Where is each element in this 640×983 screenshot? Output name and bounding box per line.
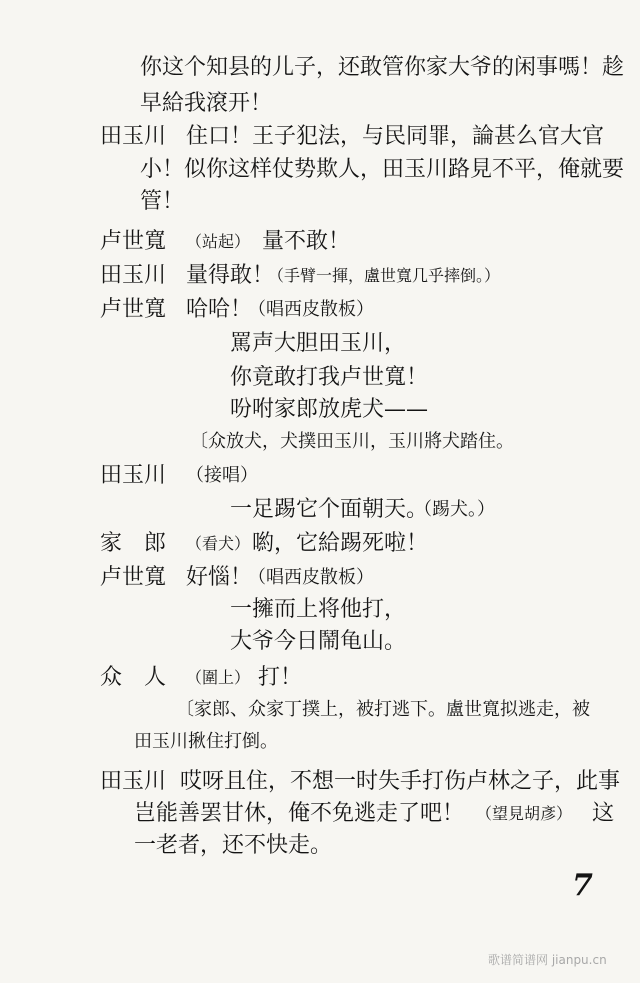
stage-direction: 田玉川揪住打倒。 <box>134 731 278 752</box>
speaker-name: 卢世寬 <box>100 229 167 254</box>
verse-text: 一擁而上将他打， <box>230 597 407 622</box>
line-text: 你这个知县的儿子，还敢管你家大爷的闲事嗎！趁 <box>140 55 625 80</box>
line-text: 一老者，还不快走。 <box>134 833 333 858</box>
speaker-name: 卢世寬 <box>100 565 167 590</box>
line-text: 住口！王子犯法，与民同罪，論甚么官大官 <box>186 124 605 149</box>
line-text: 量得敢！ <box>186 263 275 288</box>
line-text: 早給我滾开！ <box>140 91 273 116</box>
stage-direction: （唱西皮散板） <box>248 567 374 588</box>
script-line <box>0 48 640 88</box>
stage-direction: （圍上） <box>186 668 251 687</box>
line-text: 这 <box>592 801 615 826</box>
line-text: 哎呀且住，不想一时失手打伤卢林之子，此事 <box>180 769 621 794</box>
stage-direction: （踢犬。） <box>414 499 495 520</box>
speaker-name: 田玉川 <box>100 769 167 794</box>
verse-text: 吩咐家郎放虎犬—— <box>230 397 429 422</box>
verse-text: 罵声大胆田玉川， <box>230 331 407 356</box>
stage-direction: 〔家郎、众家丁撲上，被打逃下。盧世寬拟逃走，被 <box>176 699 590 720</box>
speaker-name: 家 郎 <box>100 531 167 556</box>
line-text: 岂能善罢甘休，俺不免逃走了吧！ <box>134 801 465 826</box>
line-text: 管！ <box>140 189 185 214</box>
script-line <box>0 622 640 662</box>
line-text: 小！似你这样仗势欺人，田玉川路見不平，俺就要 <box>140 157 625 182</box>
speaker-name: 田玉川 <box>100 463 167 488</box>
speaker-name: 众 人 <box>100 665 167 690</box>
stage-direction: （看犬） <box>186 534 251 553</box>
page-number: 7 <box>572 868 593 903</box>
line-text: 量不敢！ <box>262 229 351 254</box>
stage-direction: （站起） <box>186 232 251 251</box>
line-text: 哈哈！ <box>186 297 253 322</box>
verse-text: 一足踢它个面朝天。 <box>230 497 429 522</box>
script-line <box>0 182 640 222</box>
line-text: 好惱！ <box>186 565 253 590</box>
script-line <box>0 826 640 866</box>
verse-text: 你竟敢打我卢世寬！ <box>230 365 429 390</box>
watermark-text: 歌谱简谱网 jianpu.cn <box>488 953 607 967</box>
stage-direction: （望見胡彥） <box>476 804 573 823</box>
speaker-name: 田玉川 <box>100 124 167 149</box>
stage-direction: （接唱） <box>186 465 258 486</box>
verse-text: 大爷今日鬧龟山。 <box>230 629 407 654</box>
line-text: 喲，它給踢死啦！ <box>252 531 429 556</box>
speaker-name: 田玉川 <box>100 263 167 288</box>
speaker-name: 卢世寬 <box>100 297 167 322</box>
stage-direction: 〔众放犬，犬撲田玉川，玉川將犬踏住。 <box>190 431 514 452</box>
line-text: 打！ <box>258 665 303 690</box>
stage-direction: （手臂一揮，盧世寬几乎摔倒。） <box>268 266 501 285</box>
script-line <box>0 722 640 762</box>
stage-direction: （唱西皮散板） <box>248 299 374 320</box>
